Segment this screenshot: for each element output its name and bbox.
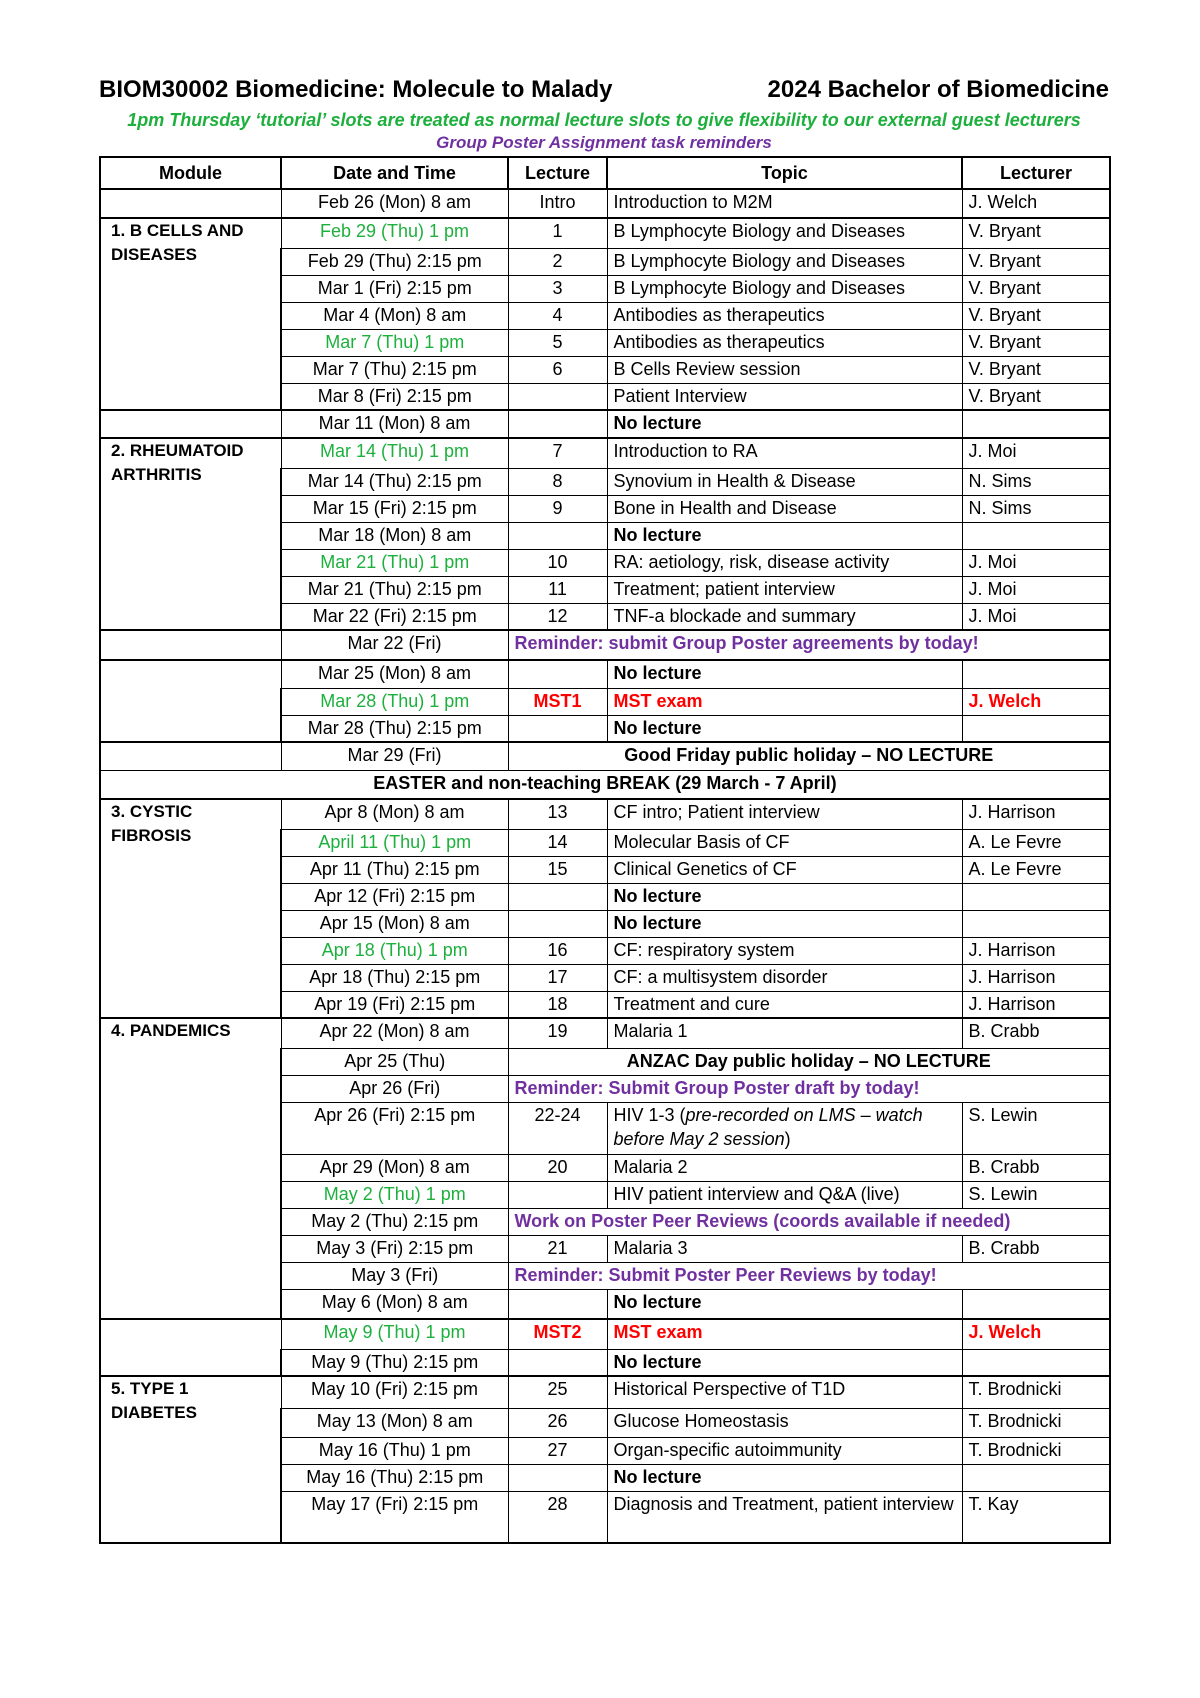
lecture-cell: 3 <box>508 275 607 302</box>
lecture-cell: 10 <box>508 549 607 576</box>
table-row <box>100 770 1110 799</box>
date-cell: May 6 (Mon) 8 am <box>281 1289 508 1319</box>
lecture-cell: 27 <box>508 1437 607 1464</box>
date-cell: Mar 8 (Fri) 2:15 pm <box>281 383 508 410</box>
lecturer-cell: J. Moi <box>962 603 1110 630</box>
table-row <box>100 189 1110 218</box>
table-row <box>100 742 1110 770</box>
topic-cell: No lecture <box>607 1349 962 1376</box>
date-cell: Apr 26 (Fri) 2:15 pm <box>281 1102 508 1154</box>
lecture-cell: 20 <box>508 1154 607 1181</box>
lecture-cell <box>508 910 607 937</box>
topic-cell: B Lymphocyte Biology and Diseases <box>607 248 962 275</box>
topic-cell: TNF-a blockade and summary <box>607 603 962 630</box>
topic-cell: Bone in Health and Disease <box>607 495 962 522</box>
topic-cell: B Lymphocyte Biology and Diseases <box>607 218 962 248</box>
lecture-cell: 2 <box>508 248 607 275</box>
lecture-cell: 4 <box>508 302 607 329</box>
lecturer-cell: V. Bryant <box>962 218 1110 248</box>
lecturer-cell <box>962 1464 1110 1491</box>
topic-cell: Treatment; patient interview <box>607 576 962 603</box>
lecture-cell: 22-24 <box>508 1102 607 1154</box>
date-cell: May 9 (Thu) 2:15 pm <box>281 1349 508 1376</box>
table-row <box>100 660 1110 688</box>
lecture-cell: 28 <box>508 1491 607 1543</box>
date-cell: Mar 14 (Thu) 1 pm <box>281 438 508 468</box>
module-b-cells: 1. B CELLS AND DISEASES <box>100 218 281 410</box>
lecturer-cell <box>962 715 1110 742</box>
module-cell <box>100 1319 281 1376</box>
date-cell: Feb 26 (Mon) 8 am <box>281 189 508 218</box>
lecturer-cell: J. Moi <box>962 549 1110 576</box>
topic-cell: Glucose Homeostasis <box>607 1408 962 1437</box>
table-row <box>100 1018 1110 1048</box>
topic-note: pre-recorded on LMS – watch before May 2 session <box>613 1104 923 1149</box>
topic-cell <box>607 1102 962 1154</box>
lecture-cell <box>508 1349 607 1376</box>
lecture-cell: 12 <box>508 603 607 630</box>
date-cell: Apr 29 (Mon) 8 am <box>281 1154 508 1181</box>
module-pandemics: 4. PANDEMICS <box>100 1018 281 1319</box>
topic-cell: Molecular Basis of CF <box>607 829 962 856</box>
break-banner: EASTER and non-teaching BREAK (29 March - 7 April) <box>100 770 1110 799</box>
header <box>99 72 1109 108</box>
date-cell: May 3 (Fri) <box>281 1262 508 1289</box>
date-cell: May 2 (Thu) 1 pm <box>281 1181 508 1208</box>
lecturer-cell: J. Harrison <box>962 964 1110 991</box>
date-cell: Apr 12 (Fri) 2:15 pm <box>281 883 508 910</box>
lecturer-cell <box>962 1349 1110 1376</box>
course-title: BIOM30002 Biomedicine: Molecule to Malady <box>99 76 613 103</box>
table-row <box>100 1319 1110 1349</box>
holiday-cell: ANZAC Day public holiday – NO LECTURE <box>508 1048 1110 1075</box>
module-cell <box>100 660 281 742</box>
col-topic: Topic <box>607 157 962 189</box>
col-date: Date and Time <box>281 157 508 189</box>
lecturer-cell <box>962 522 1110 549</box>
date-cell: Mar 22 (Fri) 2:15 pm <box>281 603 508 630</box>
reminders-note: Group Poster Assignment task reminders <box>436 133 772 152</box>
reminder-cell: Reminder: Submit Group Poster draft by today! <box>508 1075 1110 1102</box>
topic-cell: B Lymphocyte Biology and Diseases <box>607 275 962 302</box>
lecture-cell: 18 <box>508 991 607 1018</box>
lecturer-cell: V. Bryant <box>962 248 1110 275</box>
lecture-cell <box>508 410 607 438</box>
lecture-cell: 26 <box>508 1408 607 1437</box>
lecture-cell: Intro <box>508 189 607 218</box>
topic-cell: No lecture <box>607 1464 962 1491</box>
date-cell: Mar 28 (Thu) 1 pm <box>281 688 508 715</box>
lecture-cell: 14 <box>508 829 607 856</box>
lecturer-cell: N. Sims <box>962 495 1110 522</box>
lecture-cell <box>508 383 607 410</box>
date-cell: Apr 26 (Fri) <box>281 1075 508 1102</box>
lecturer-cell: J. Harrison <box>962 799 1110 829</box>
lecturer-cell: V. Bryant <box>962 383 1110 410</box>
lecturer-cell: J. Moi <box>962 438 1110 468</box>
lecture-cell <box>508 522 607 549</box>
lecture-cell: 6 <box>508 356 607 383</box>
lecturer-cell: S. Lewin <box>962 1181 1110 1208</box>
date-cell: May 10 (Fri) 2:15 pm <box>281 1376 508 1408</box>
topic-cell: Malaria 1 <box>607 1018 962 1048</box>
table-row <box>100 1376 1110 1408</box>
date-cell: Mar 21 (Thu) 1 pm <box>281 549 508 576</box>
lecturer-cell <box>962 910 1110 937</box>
lecturer-cell <box>962 410 1110 438</box>
topic-end: ) <box>784 1128 791 1149</box>
date-cell: Apr 11 (Thu) 2:15 pm <box>281 856 508 883</box>
topic-cell: Diagnosis and Treatment, patient interview <box>607 1491 962 1543</box>
date-cell: Mar 1 (Fri) 2:15 pm <box>281 275 508 302</box>
date-cell: Mar 18 (Mon) 8 am <box>281 522 508 549</box>
lecture-cell: 9 <box>508 495 607 522</box>
date-cell: Mar 22 (Fri) <box>281 630 508 660</box>
date-cell: Mar 29 (Fri) <box>281 742 508 770</box>
lecturer-cell <box>962 660 1110 688</box>
holiday-cell: Good Friday public holiday – NO LECTURE <box>508 742 1110 770</box>
schedule-page <box>99 72 1109 1544</box>
topic-cell: No lecture <box>607 715 962 742</box>
table-row <box>100 218 1110 248</box>
lecture-cell: 19 <box>508 1018 607 1048</box>
topic-cell: CF: a multisystem disorder <box>607 964 962 991</box>
date-cell: Apr 8 (Mon) 8 am <box>281 799 508 829</box>
col-lecture: Lecture <box>508 157 607 189</box>
topic-cell: CF intro; Patient interview <box>607 799 962 829</box>
tutorial-note: 1pm Thursday ‘tutorial’ slots are treated as normal lecture slots to give flexibility to our external guest lecturers <box>127 110 1081 130</box>
lecture-cell <box>508 883 607 910</box>
lecturer-cell: B. Crabb <box>962 1018 1110 1048</box>
lecturer-cell: A. Le Fevre <box>962 829 1110 856</box>
date-cell: May 9 (Thu) 1 pm <box>281 1319 508 1349</box>
lecturer-cell: J. Welch <box>962 688 1110 715</box>
topic-cell: No lecture <box>607 910 962 937</box>
lecturer-cell: B. Crabb <box>962 1235 1110 1262</box>
reminder-cell: Reminder: submit Group Poster agreements by today! <box>508 630 1110 660</box>
topic-cell: CF: respiratory system <box>607 937 962 964</box>
lecturer-cell: N. Sims <box>962 468 1110 495</box>
date-cell: Apr 18 (Thu) 2:15 pm <box>281 964 508 991</box>
date-cell: Mar 11 (Mon) 8 am <box>281 410 508 438</box>
date-cell: Mar 7 (Thu) 1 pm <box>281 329 508 356</box>
date-cell: May 3 (Fri) 2:15 pm <box>281 1235 508 1262</box>
topic-cell: MST exam <box>607 688 962 715</box>
topic-cell: No lecture <box>607 410 962 438</box>
lecturer-cell: J. Harrison <box>962 991 1110 1018</box>
topic-text: HIV 1-3 ( <box>613 1104 686 1125</box>
lecturer-cell: J. Welch <box>962 189 1110 218</box>
lecture-cell <box>508 715 607 742</box>
topic-cell: Organ-specific autoimmunity <box>607 1437 962 1464</box>
date-cell: Feb 29 (Thu) 1 pm <box>281 218 508 248</box>
col-module: Module <box>100 157 281 189</box>
lecture-cell: MST1 <box>508 688 607 715</box>
date-cell: Mar 28 (Thu) 2:15 pm <box>281 715 508 742</box>
module-cell <box>100 410 281 438</box>
date-cell: Apr 15 (Mon) 8 am <box>281 910 508 937</box>
topic-cell: No lecture <box>607 1289 962 1319</box>
date-cell: Mar 4 (Mon) 8 am <box>281 302 508 329</box>
lecture-cell <box>508 660 607 688</box>
topic-cell: HIV patient interview and Q&A (live) <box>607 1181 962 1208</box>
topic-cell: No lecture <box>607 660 962 688</box>
topic-cell: No lecture <box>607 883 962 910</box>
lecturer-cell: S. Lewin <box>962 1102 1110 1154</box>
topic-cell: Antibodies as therapeutics <box>607 302 962 329</box>
topic-cell: Malaria 2 <box>607 1154 962 1181</box>
table-row <box>100 438 1110 468</box>
table-row <box>100 799 1110 829</box>
col-lecturer: Lecturer <box>962 157 1110 189</box>
date-cell: Mar 15 (Fri) 2:15 pm <box>281 495 508 522</box>
topic-cell: Synovium in Health & Disease <box>607 468 962 495</box>
lecturer-cell: J. Harrison <box>962 937 1110 964</box>
module-cystic-fibrosis: 3. CYSTIC FIBROSIS <box>100 799 281 1018</box>
lecturer-cell: J. Welch <box>962 1319 1110 1349</box>
lecturer-cell: T. Brodnicki <box>962 1376 1110 1408</box>
lecture-cell: 17 <box>508 964 607 991</box>
lecturer-cell: V. Bryant <box>962 302 1110 329</box>
date-cell: May 16 (Thu) 1 pm <box>281 1437 508 1464</box>
topic-cell: MST exam <box>607 1319 962 1349</box>
date-cell: Mar 14 (Thu) 2:15 pm <box>281 468 508 495</box>
lecture-cell: 11 <box>508 576 607 603</box>
lecturer-cell: V. Bryant <box>962 275 1110 302</box>
date-cell: April 11 (Thu) 1 pm <box>281 829 508 856</box>
module-cell <box>100 630 281 660</box>
lecturer-cell: T. Brodnicki <box>962 1437 1110 1464</box>
reminder-cell: Work on Poster Peer Reviews (coords available if needed) <box>508 1208 1110 1235</box>
lecture-cell: 21 <box>508 1235 607 1262</box>
lecture-cell: 5 <box>508 329 607 356</box>
module-cell <box>100 189 281 218</box>
lecture-cell: 1 <box>508 218 607 248</box>
date-cell: May 17 (Fri) 2:15 pm <box>281 1491 508 1543</box>
lecture-cell: 7 <box>508 438 607 468</box>
lecture-cell: 8 <box>508 468 607 495</box>
lecture-cell <box>508 1464 607 1491</box>
topic-cell: Clinical Genetics of CF <box>607 856 962 883</box>
topic-cell: Treatment and cure <box>607 991 962 1018</box>
lecturer-cell <box>962 883 1110 910</box>
date-cell: May 16 (Thu) 2:15 pm <box>281 1464 508 1491</box>
topic-cell: Malaria 3 <box>607 1235 962 1262</box>
date-cell: Feb 29 (Thu) 2:15 pm <box>281 248 508 275</box>
module-cell <box>100 742 281 770</box>
lecture-cell <box>508 1289 607 1319</box>
lecture-cell: 13 <box>508 799 607 829</box>
date-cell: Apr 18 (Thu) 1 pm <box>281 937 508 964</box>
topic-cell: Antibodies as therapeutics <box>607 329 962 356</box>
table-header-row <box>100 157 1110 189</box>
topic-cell: No lecture <box>607 522 962 549</box>
lecturer-cell: T. Brodnicki <box>962 1408 1110 1437</box>
topic-cell: Patient Interview <box>607 383 962 410</box>
lecturer-cell: T. Kay <box>962 1491 1110 1543</box>
program-title: 2024 Bachelor of Biomedicine <box>767 76 1109 103</box>
date-cell: Mar 7 (Thu) 2:15 pm <box>281 356 508 383</box>
topic-cell: Historical Perspective of T1D <box>607 1376 962 1408</box>
lecturer-cell: V. Bryant <box>962 356 1110 383</box>
table-row <box>100 410 1110 438</box>
lecture-cell: MST2 <box>508 1319 607 1349</box>
date-cell: May 2 (Thu) 2:15 pm <box>281 1208 508 1235</box>
lecturer-cell: B. Crabb <box>962 1154 1110 1181</box>
table-row <box>100 630 1110 660</box>
topic-cell: Introduction to M2M <box>607 189 962 218</box>
module-rheumatoid-arthritis: 2. RHEUMATOID ARTHRITIS <box>100 438 281 630</box>
reminder-cell: Reminder: Submit Poster Peer Reviews by today! <box>508 1262 1110 1289</box>
topic-cell: Introduction to RA <box>607 438 962 468</box>
lecture-cell: 16 <box>508 937 607 964</box>
lecture-cell <box>508 1181 607 1208</box>
module-type-1-diabetes: 5. TYPE 1 DIABETES <box>100 1376 281 1543</box>
date-cell: Mar 21 (Thu) 2:15 pm <box>281 576 508 603</box>
date-cell: Apr 19 (Fri) 2:15 pm <box>281 991 508 1018</box>
lecture-cell: 25 <box>508 1376 607 1408</box>
lecture-cell: 15 <box>508 856 607 883</box>
lecturer-cell <box>962 1289 1110 1319</box>
date-cell: Apr 25 (Thu) <box>281 1048 508 1075</box>
lecturer-cell: V. Bryant <box>962 329 1110 356</box>
topic-cell: B Cells Review session <box>607 356 962 383</box>
date-cell: Mar 25 (Mon) 8 am <box>281 660 508 688</box>
topic-cell: RA: aetiology, risk, disease activity <box>607 549 962 576</box>
lecturer-cell: A. Le Fevre <box>962 856 1110 883</box>
schedule-table <box>99 156 1111 1544</box>
date-cell: May 13 (Mon) 8 am <box>281 1408 508 1437</box>
lecturer-cell: J. Moi <box>962 576 1110 603</box>
date-cell: Apr 22 (Mon) 8 am <box>281 1018 508 1048</box>
